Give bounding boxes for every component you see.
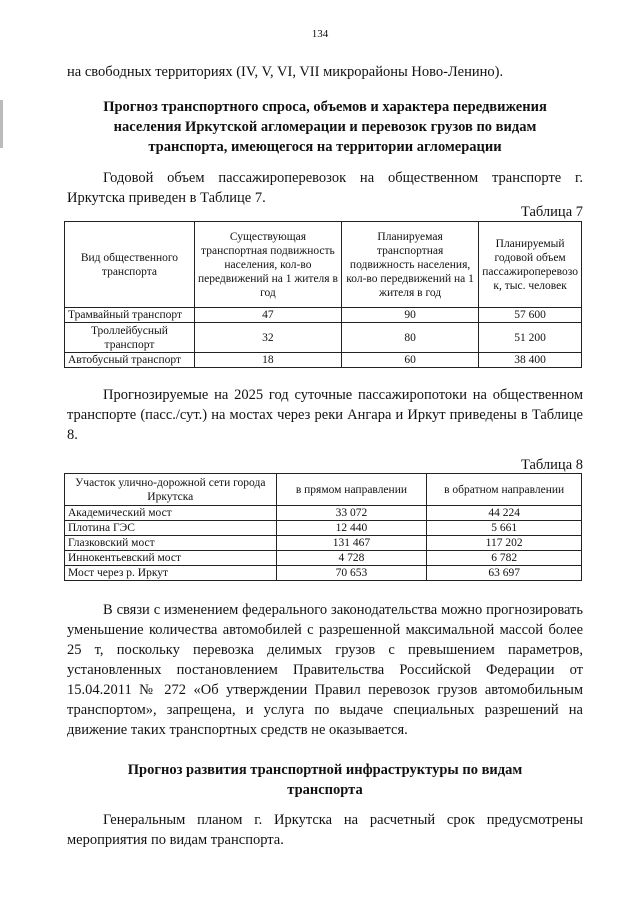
intro-line: на свободных территориях (IV, V, VI, VII микрорайоны Ново-Ленино).: [67, 64, 504, 80]
table8: [64, 473, 582, 581]
scan-margin-mark: [0, 100, 3, 148]
table8-header-forward: в прямом направлении: [276, 474, 427, 506]
table8-cell-forward: 4 728: [276, 551, 427, 566]
table8-cell-forward: 33 072: [276, 506, 427, 521]
table8-cell-backward: 6 782: [427, 551, 582, 566]
table7-header-type: Вид общественного транспорта: [65, 222, 195, 308]
table8-cell-backward: 5 661: [427, 521, 582, 536]
section-heading-transport-demand: Прогноз транспортного спроса, объемов и характера передвижения населения Иркутской агломерации и перевозок грузов по видам транспорта, имеющегося на территории агломерации: [103, 99, 547, 155]
table7-caption: Таблица 7: [520, 204, 583, 220]
table-row: [65, 566, 582, 581]
table8-cell-section: Иннокентьевский мост: [65, 551, 277, 566]
table7-cell-type: Трамвайный транспорт: [65, 308, 195, 323]
table8-cell-forward: 70 653: [276, 566, 427, 581]
table7-cell-volume: 57 600: [479, 308, 582, 323]
table7-cell-volume: 38 400: [479, 353, 582, 368]
section-heading-infrastructure: Прогноз развития транспортной инфраструктуры по видам транспорта: [127, 762, 523, 798]
table7-header-existing: Существующая транспортная подвижность населения, кол-во передвижений на 1 жителя в год: [194, 222, 341, 308]
table7-cell-existing: 18: [194, 353, 341, 368]
table7-cell-existing: 32: [194, 323, 341, 353]
table7-header-volume: Планируемый годовой объем пассажироперевозо к, тыс. человек: [479, 222, 582, 308]
table8-cell-section: Мост через р. Иркут: [65, 566, 277, 581]
table8-cell-forward: 12 440: [276, 521, 427, 536]
table8-header-section: Участок улично-дорожной сети города Иркутска: [65, 474, 277, 506]
table-row: [65, 308, 582, 323]
paragraph-bridge-flows: Прогнозируемые на 2025 год суточные пассажиропотоки на общественном транспорте (пасс./сут.) на мостах через реки Ангара и Иркут приведены в Таблице 8.: [67, 387, 583, 443]
table8-cell-section: Глазковский мост: [65, 536, 277, 551]
table8-cell-backward: 44 224: [427, 506, 582, 521]
table7: [64, 221, 582, 368]
table7-header-planned: Планируемая транспортная подвижность населения, кол-во передвижений на 1 жителя в год: [341, 222, 478, 308]
paragraph-annual-volume: Годовой объем пассажироперевозок на общественном транспорте г. Иркутска приведен в Таблице 7.: [67, 170, 583, 206]
table8-caption: Таблица 8: [520, 457, 583, 473]
table8-cell-backward: 117 202: [427, 536, 582, 551]
table8-header-row: [65, 474, 582, 506]
table7-cell-existing: 47: [194, 308, 341, 323]
paragraph-legislation: В связи с изменением федерального законодательства можно прогнозировать уменьшение количества автомобилей с разрешенной максимальной массой более 25 т, поскольку перевозка делимых грузов с превышением параметров, установленных постановлением Правительства Российской Федерации от 15.04.2011 № 272 «Об утверждении Правил перевозок грузов автомобильным транспортом», запрещена, и услуга по выдаче специальных разрешений на движение таких транспортных средств не оказывается.: [67, 602, 583, 738]
table8-header-backward: в обратном направлении: [427, 474, 582, 506]
table-row: [65, 506, 582, 521]
table7-cell-planned: 90: [341, 308, 478, 323]
table-row: [65, 521, 582, 536]
page-number: 134: [311, 28, 329, 40]
table-row: [65, 551, 582, 566]
table7-cell-type: Троллейбусный транспорт: [65, 323, 195, 353]
table7-cell-type: Автобусный транспорт: [65, 353, 195, 368]
table-row: [65, 353, 582, 368]
table8-cell-section: Академический мост: [65, 506, 277, 521]
table8-cell-section: Плотина ГЭС: [65, 521, 277, 536]
table8-cell-backward: 63 697: [427, 566, 582, 581]
table7-cell-planned: 60: [341, 353, 478, 368]
paragraph-general-plan: Генеральным планом г. Иркутска на расчетный срок предусмотрены мероприятия по видам транспорта.: [67, 812, 583, 848]
table8-cell-forward: 131 467: [276, 536, 427, 551]
table7-cell-volume: 51 200: [479, 323, 582, 353]
table7-cell-planned: 80: [341, 323, 478, 353]
table7-header-row: [65, 222, 582, 308]
table-row: [65, 536, 582, 551]
table-row: [65, 323, 582, 353]
